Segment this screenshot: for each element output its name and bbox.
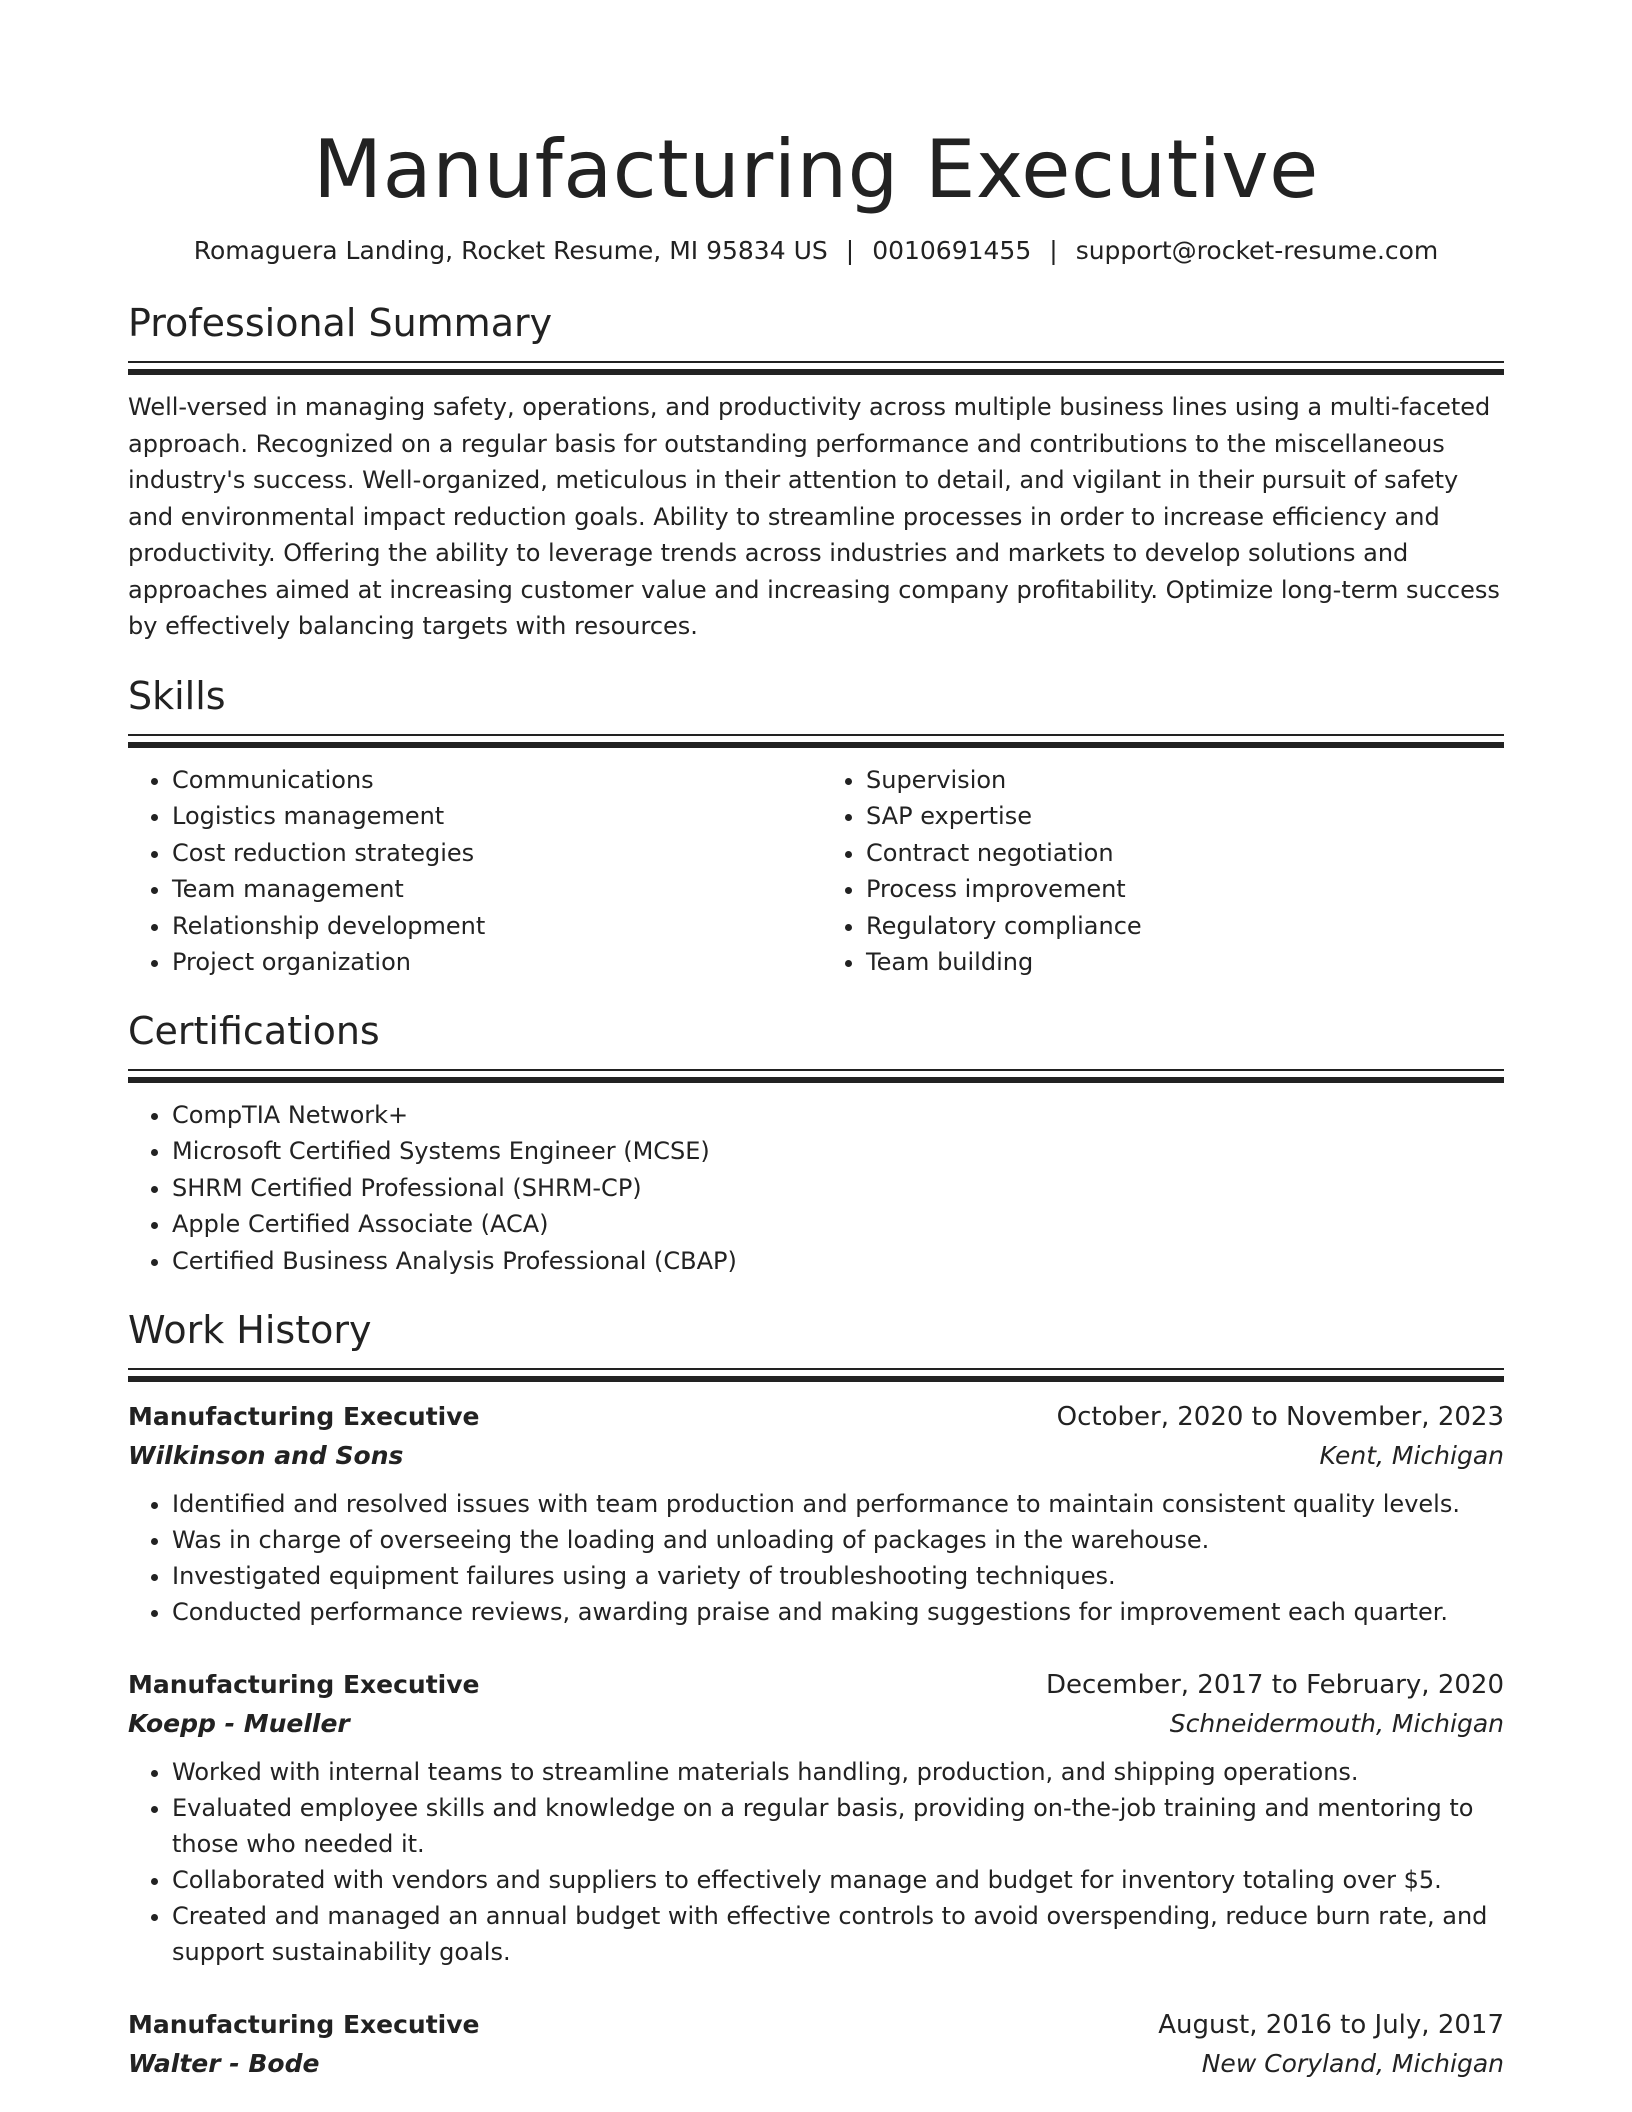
- job-dates: October, 2020 to November, 2023: [1056, 1402, 1504, 1432]
- skills-list-right: [816, 762, 1504, 981]
- certification-item: • SHRM Certified Professional (SHRM-CP): [172, 1170, 1504, 1207]
- skill-item: • Process improvement: [866, 871, 1504, 908]
- skill-item: • Logistics management: [172, 798, 816, 835]
- job-company-row: [128, 2044, 1504, 2084]
- job-duty: • Collaborated with vendors and suppliers to effectively manage and budget for inventory totaling over $5.: [172, 1862, 1504, 1898]
- certifications-list: [128, 1097, 1504, 1280]
- job-company-row: [128, 1704, 1504, 1744]
- skill-item: • Communications: [172, 762, 816, 799]
- skills-grid: [128, 762, 1504, 981]
- job-company-row: [128, 1436, 1504, 1476]
- job-company: Walter - Bode: [128, 2049, 320, 2078]
- job-dates: December, 2017 to February, 2020: [1045, 1670, 1504, 1700]
- job-title: Manufacturing Executive: [128, 1670, 480, 1699]
- skill-item: • Supervision: [866, 762, 1504, 799]
- contact-email[interactable]: support@rocket-resume.com: [1075, 236, 1439, 265]
- skills-list-left: [128, 762, 816, 981]
- section-divider: [128, 361, 1504, 375]
- job-duty: • Created and managed an annual budget with effective controls to avoid overspending, reduce burn rate, and support sustainability goals.: [172, 1898, 1504, 1970]
- section-divider: [128, 1368, 1504, 1382]
- skill-item: • Relationship development: [172, 908, 816, 945]
- job-title: Manufacturing Executive: [128, 2010, 480, 2039]
- skills-heading: Skills: [128, 673, 226, 718]
- job-entry: [128, 2006, 1504, 2084]
- certification-item: • Apple Certified Associate (ACA): [172, 1206, 1504, 1243]
- job-header-row: [128, 1666, 1504, 1704]
- job-company: Koepp - Mueller: [128, 1709, 350, 1738]
- job-duty: • Evaluated employee skills and knowledge on a regular basis, providing on-the-job training and mentoring to those who needed it.: [172, 1790, 1504, 1862]
- job-duties-list: [128, 1754, 1504, 1970]
- summary-section: [128, 299, 1504, 645]
- job-duty: • Conducted performance reviews, awarding praise and making suggestions for improvement each quarter.: [172, 1594, 1504, 1630]
- contact-line: [128, 234, 1504, 268]
- job-entry: [128, 1398, 1504, 1630]
- job-duty: • Identified and resolved issues with team production and performance to maintain consistent quality levels.: [172, 1486, 1504, 1522]
- skill-item: • Cost reduction strategies: [172, 835, 816, 872]
- section-divider: [128, 1069, 1504, 1083]
- work-history-section: [128, 1306, 1504, 2084]
- summary-heading: Professional Summary: [128, 301, 553, 345]
- job-location: Kent, Michigan: [1319, 1441, 1504, 1470]
- job-company: Wilkinson and Sons: [128, 1441, 404, 1470]
- candidate-name: Manufacturing Executive: [313, 123, 1319, 216]
- contact-separator: |: [1049, 236, 1058, 265]
- certification-item: • CompTIA Network+: [172, 1097, 1504, 1134]
- skill-item: • Regulatory compliance: [866, 908, 1504, 945]
- summary-text: Well-versed in managing safety, operations, and productivity across multiple business lines using a multi-faceted approach. Recognized on a regular basis for outstanding performance and contributions to the miscellaneous industry's success. Well-organized, meticulous in their attention to detail, and vigilant in their pursuit of safety and environmental impact reduction goals. Ability to streamline processes in order to increase efficiency and productivity. Offering the ability to leverage trends across industries and markets to develop solutions and approaches aimed at increasing customer value and increasing company profitability. Optimize long-term success by effectively balancing targets with resources.: [128, 393, 1500, 640]
- certifications-heading: Certifications: [128, 1008, 380, 1053]
- job-dates: August, 2016 to July, 2017: [1158, 2010, 1504, 2040]
- job-header-row: [128, 2006, 1504, 2044]
- job-duty: • Worked with internal teams to streamline materials handling, production, and shipping operations.: [172, 1754, 1504, 1790]
- job-duty: • Was in charge of overseeing the loading and unloading of packages in the warehouse.: [172, 1522, 1504, 1558]
- contact-phone: 0010691455: [872, 236, 1032, 265]
- job-header-row: [128, 1398, 1504, 1436]
- certifications-section: [128, 1007, 1504, 1280]
- skill-item: • Contract negotiation: [866, 835, 1504, 872]
- job-title: Manufacturing Executive: [128, 1402, 480, 1431]
- contact-separator: |: [845, 236, 855, 265]
- certification-item: • Certified Business Analysis Professional (CBAP): [172, 1243, 1504, 1280]
- skill-item: • Project organization: [172, 944, 816, 981]
- work-history-heading: Work History: [128, 1308, 372, 1352]
- job-location: Schneidermouth, Michigan: [1169, 1709, 1504, 1738]
- job-entry: [128, 1666, 1504, 1970]
- job-duties-list: [128, 1486, 1504, 1630]
- skill-item: • Team management: [172, 871, 816, 908]
- skills-section: [128, 672, 1504, 981]
- skill-item: • Team building: [866, 944, 1504, 981]
- job-location: New Coryland, Michigan: [1201, 2049, 1504, 2078]
- skill-item: • SAP expertise: [866, 798, 1504, 835]
- contact-address: Romaguera Landing, Rocket Resume, MI 95834 US: [193, 236, 828, 265]
- section-divider: [128, 734, 1504, 748]
- certification-item: • Microsoft Certified Systems Engineer (MCSE): [172, 1133, 1504, 1170]
- job-duty: • Investigated equipment failures using a variety of troubleshooting techniques.: [172, 1558, 1504, 1594]
